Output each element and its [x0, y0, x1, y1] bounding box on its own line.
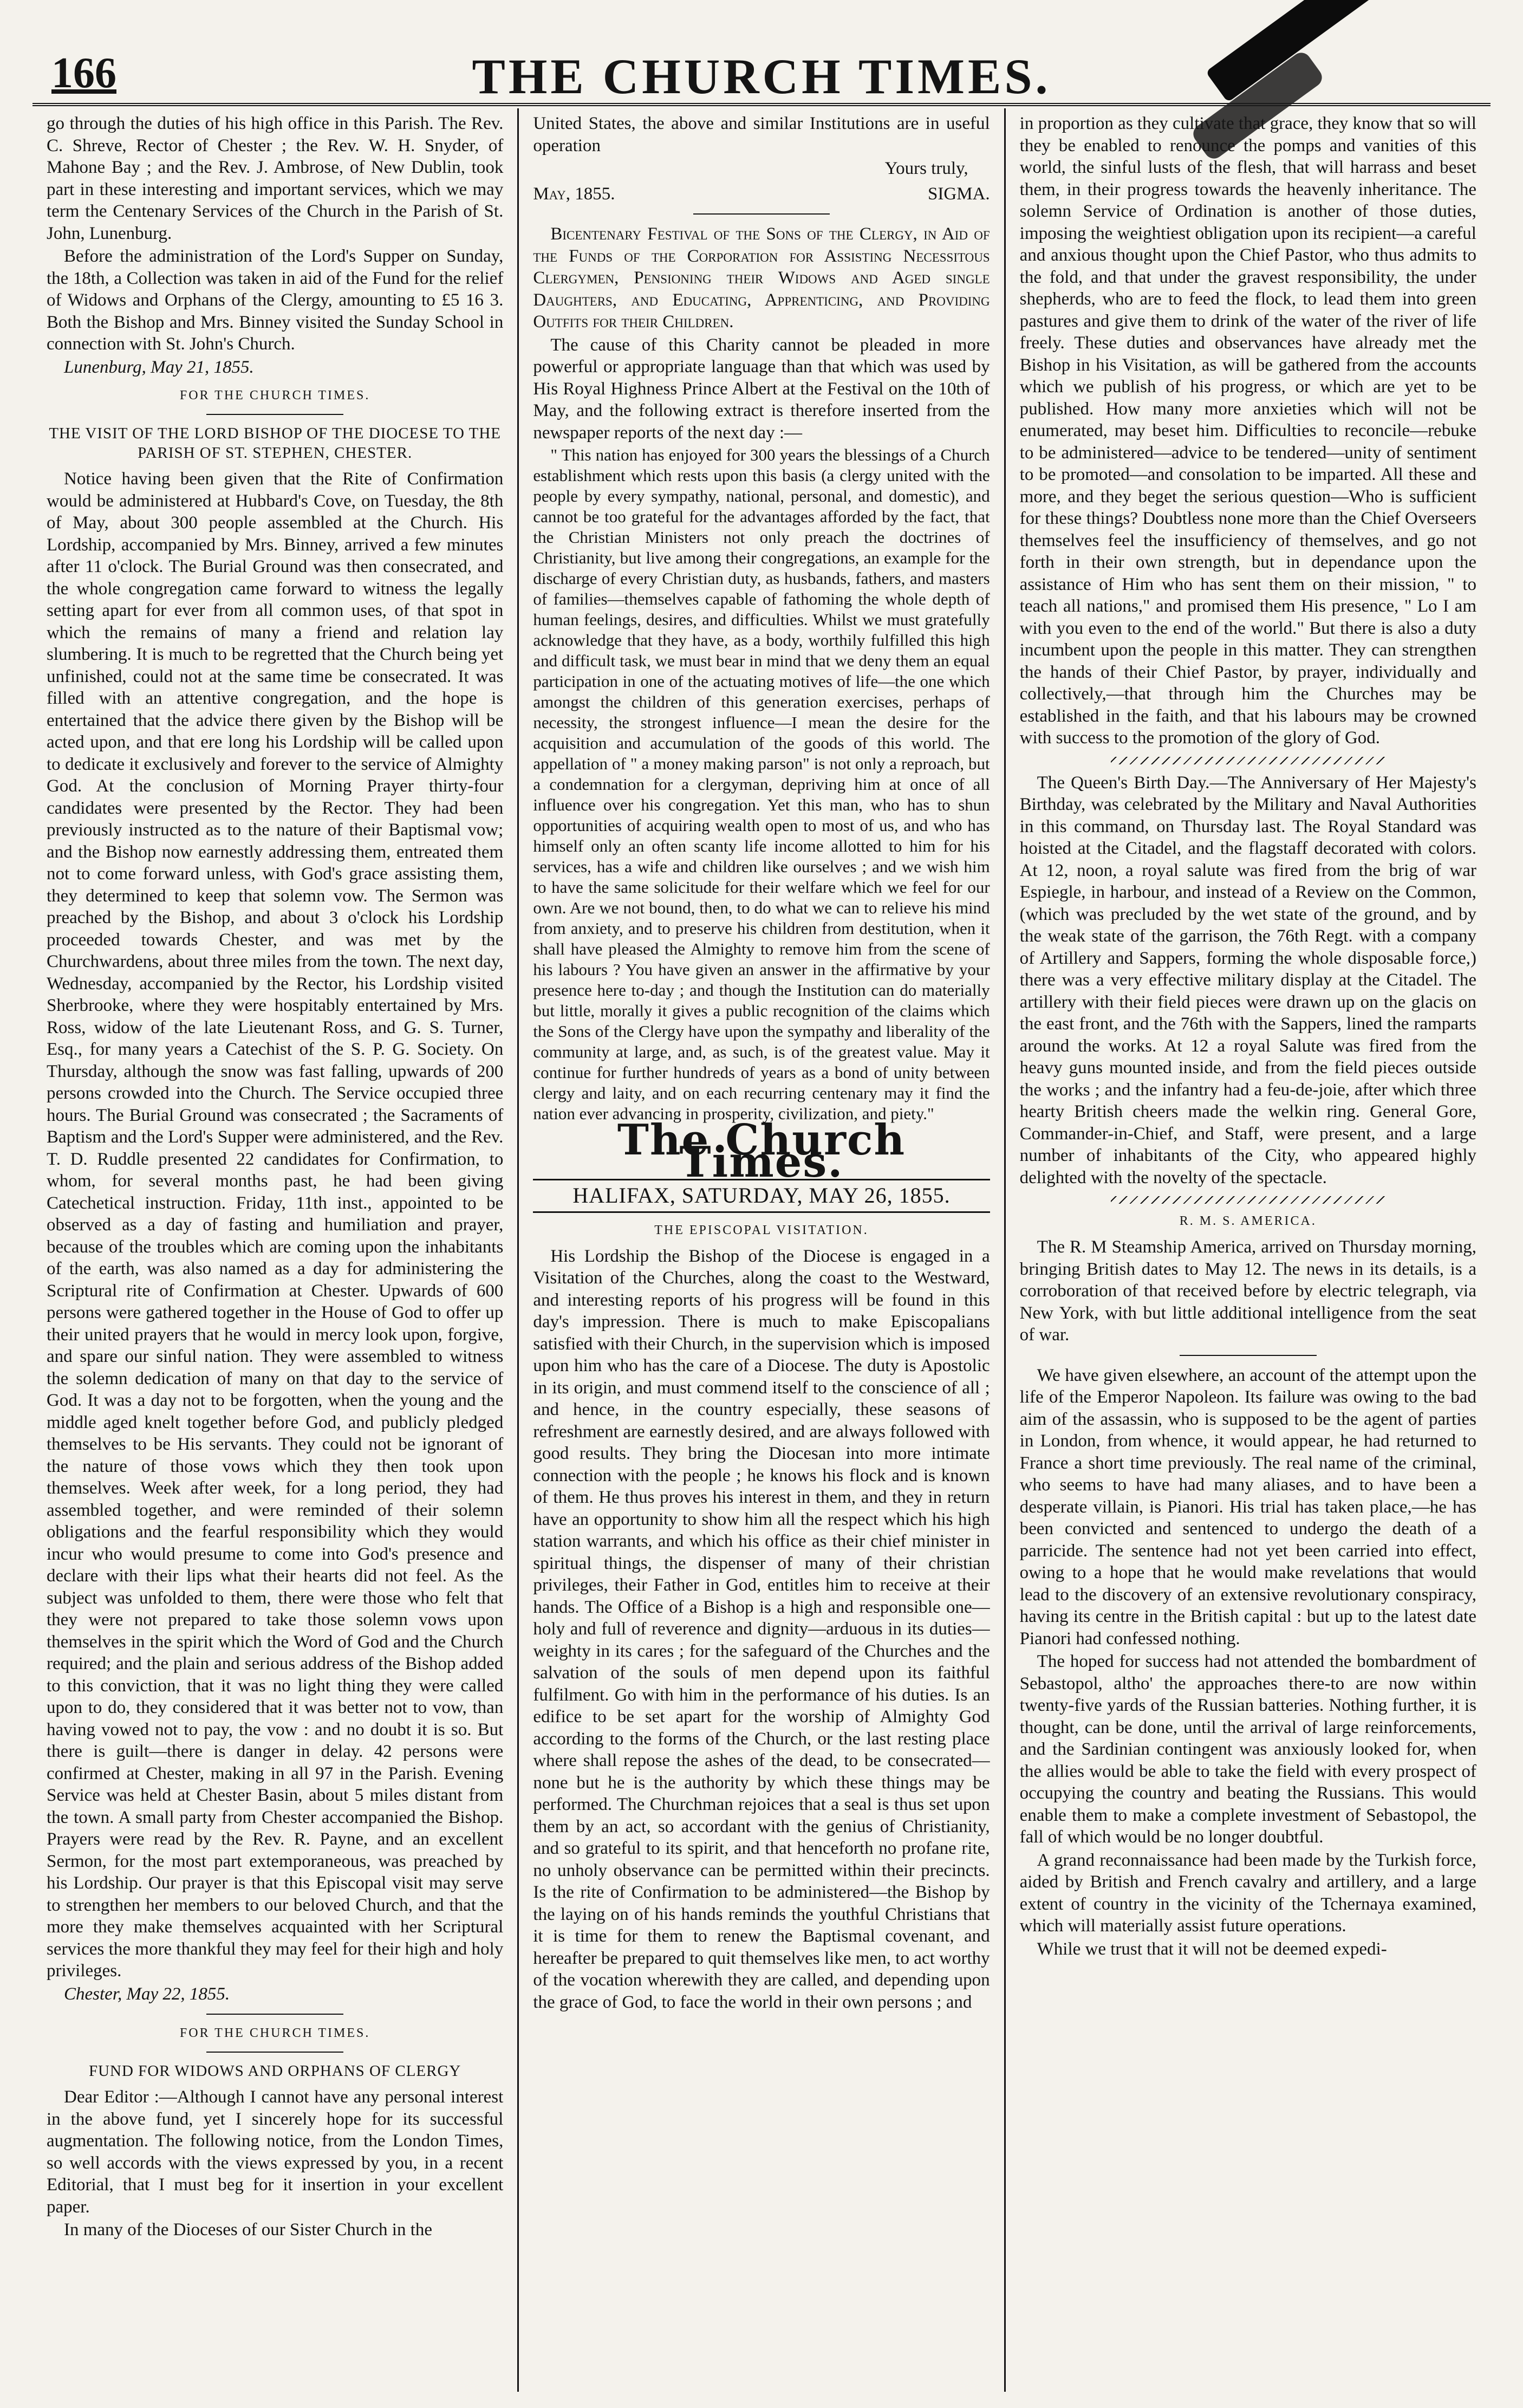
paper-title: THE CHURCH TIMES. — [472, 49, 1051, 104]
quotation: " This nation has enjoyed for 300 years the blessings of a Church establishment which rests upon this basis (a clergy united with the people by every sympathy, national, personal, and domestic), and cannot be too grateful for the advantages afforded by the fact, that the Christian Ministers not only preach the doctrines of Christianity, but live among their congregations, an example for the discharge of every Christian duty, as husbands, fathers, and masters of families—themselves capable of fathoming the whole depth of human feelings, desires, and difficulties. Whilst we must gratefully acknowledge that they have, as a body, worthily fulfilled this high and difficult task, we must bear in mind that we deny them an equal participation in one of the actuating motives of life—the one which amongst the children of this generation exercises, perhaps of necessity, the strongest influence—I mean the desire for the acquisition and accumulation of the goods of this world. The appellation of " a money making parson" is not only a reproach, but a condemnation for a clergyman, depriving him at once of all influence over his congregation. Yet this man, who has to shun opportunities of acquiring wealth open to most of us, and who has himself only an often scanty life income allotted to him for his services, has a wife and children like ourselves ; and we wish him to have the same solicitude for their welfare which we feel for our own. Are we not bound, then, to do what we can to relieve his mind from anxiety, and to preserve his children from destitution, when it shall have pleased the Almighty to remove him from the scene of his labours ? You have given an answer in the affirmative by your presence here to-day ; and though the Institution can do materially but little, morally it gives a public recognition of the claims which the Sons of the Clergy have upon the sympathy and liberality of the community at large, and, as such, is of the greatest value. May it continue for further hundreds of years as a bond of unity between clergy and laity, and on each recurring centenary may it find the nation ever advancing in prosperity, civilization, and piety." — [533, 445, 990, 1123]
dateline: Chester, May 22, 1855. — [64, 1984, 230, 2004]
paragraph: While we trust that it will not be deemed expedi- — [1037, 1939, 1387, 1959]
paragraph: Notice having been given that the Rite of Confirmation would be administered at Hubbard's Cove, on Tuesday, the 8th of May, about 300 people assembled at the Church. His Lordship, accompanied by Mrs. Binney, arrived a few minutes after 11 o'clock. The Burial Ground was then consecrated, and the whole congregation came forward to witness the legally setting apart for ever from all common uses, of that spot in which the remains of many a friend and relation lay slumbering. It is much to be regretted that the Church being yet unfinished, could not at the same time be consecrated. It was filled with an attentive congregation, and the hope is entertained that the advice there given by the Bishop will be acted upon, and that ere long his Lordship will be called upon to dedicate it exclusively and forever to the service of Almighty God. At the conclusion of Morning Prayer thirty-four candidates were presented by the Rector. They had been previously instructed as to the nature of their Baptismal vow; and the Bishop now earnestly addressing them, entreated them not to come forward unless, with God's grace assisting them, they determined to keep that solemn vow. The Sermon was preached by the Bishop, and about 3 o'clock his Lordship proceeded towards Chester, and was met by the Churchwardens, about three miles from the town. The next day, Wednesday, accompanied by the Rector, his Lordship visited Sherbrooke, where they were hospitably entertained by Mrs. Ross, widow of the late Lieutenant Ross, and G. S. Turner, Esq., for many years a Catechist of the S. P. G. Society. On Thursday, although the snow was fast falling, upwards of 200 persons crowded into the Church. The Service occupied three hours. The Burial Ground was consecrated ; the Sacraments of Baptism and the Lord's Supper were administered, and the Rev. T. D. Ruddle presented 22 candidates for Confirmation, to whom, for several months past, he had been giving Catechetical instruction. Friday, 11th inst., appointed to be observed as a day of fasting and humiliation and prayer, because of the troubles which are coming upon the inhabitants of the earth, was also named as a day for administering the Scriptural rite of Confirmation at Chester. Upwards of 600 persons were gathered together in the House of God to offer up their united prayers that he would in mercy look upon, forgive, and spare our sinful nation. They were assembled to witness the solemn dedication of many on that day to the service of God. It was a day not to be forgotten, when the young and the middle aged knelt together before God, and publicly pledged themselves to be His servants. They could not be ignorant of the nature of those vows which they then took upon themselves. Week after week, for a long period, they had assembled together, and were reminded of their solemn obligations and the fearful responsibility which they would incur who would presume to come into God's presence and declare with their lips what their hearts did not feel. As the subject was unfolded to them, there were those who felt that they were not prepared to take those solemn vows upon themselves in the spirit which the Word of God and the Church required; and the plain and serious address of the Bishop added to this conviction, that it was no light thing they were called upon to do, they considered that it was better not to vow, than having vowed not to pay, the vow : and no doubt it is so. But there is guilt—there is danger in delay. 42 persons were confirmed at Chester, making in all 97 in the Parish. Evening Service was held at Chester Basin, about 5 miles distant from the town. A small party from Chester accompanied the Bishop. Prayers were read by the Rev. R. Payne, and an excellent Sermon, for the most part extemporaneous, was preached by his Lordship. Our prayer is that this Episcopal visit may serve to strengthen her members to our beloved Church, and that the more they make themselves acquainted with her Scriptural services the more thankful they may feel for their high and holy privileges. — [47, 469, 504, 1981]
article-heading: FUND FOR WIDOWS AND ORPHANS OF CLERGY — [88, 2062, 461, 2080]
masthead — [32, 22, 1491, 106]
signature-name: SIGMA. — [928, 184, 990, 204]
paragraph: The cause of this Charity cannot be pleaded in more powerful or appropriate language than that which was used by His Royal Highness Prince Albert at the Festival on the 10th of May, and the following extract is therefore inserted from the newspaper reports of the next day :— — [533, 335, 990, 443]
divider — [1180, 1355, 1317, 1356]
paragraph: In many of the Dioceses of our Sister Church in the — [64, 2220, 433, 2240]
section-title: The Church Times. — [617, 1115, 906, 1187]
section-credit: FOR THE CHURCH TIMES. — [179, 2026, 370, 2040]
ornamental-divider — [1111, 757, 1385, 764]
paragraph: in proportion as they cultivate that grace, they know that so will they be enabled to renounce the pomps and vanities of this world, the sinful lusts of the flesh, that will harrass and beset them, in their progress towards the heavenly inheritance. The solemn Service of Ordination is another of those duties, imposing the weightiest obligation upon its recipient—a careful and anxious thought upon the Chief Pastor, who thus admits to the fold, and that under the gravest responsibility, the under shepherds, who are to feed the flock, to lead them into green pastures and give them to drink of the water of the river of life freely. These duties and observances have already met the Bishop in his Visitation, as will be gathered from the accounts which we publish of his progress, or which are yet to be published. How many more anxieties which will not be enumerated, may beset him. Difficulties to reconcile—rebuke to be administered—advice to be tendered—unity of sentiment to be promoted—and consolation to be imparted. All these and more, and they beget the serious question—Who is sufficient for these things? Doubtless none more than the Chief Overseers themselves feel the insufficiency of themselves, and go not forth in their own strength, but in dependance upon the assistance of Him who has sent them on their mission, " to teach all nations," and promised them His presence, " Lo I am with you even to the end of the world." But there is also a duty incumbent upon the people in this matter. They can strengthen the hands of their Chief Pastor, by prayer, individually and collectively,—that through him the Churches may be established in the faith, and that his labours may be crowned with success to the promotion of the glory of God. — [1019, 114, 1476, 748]
paragraph: Before the administration of the Lord's Supper on Sunday, the 18th, a Collection was taken in aid of the Fund for the relief of Widows and Orphans of the Clergy, amounting to £5 16 3. Both the Bishop and Mrs. Binney visited the Sunday School in connection with St. John's Church. — [47, 246, 504, 354]
section-credit: FOR THE CHURCH TIMES. — [179, 388, 370, 403]
article-columns — [32, 108, 1491, 2392]
dateline: Lunenburg, May 21, 1855. — [64, 357, 254, 377]
paragraph: Dear Editor :—Although I cannot have any personal interest in the above fund, yet I sincerely hope for its successful augmentation. The following notice, from the London Times, so well accords with the views expressed by you, in a recent Editorial, that I must beg for it insertion in your excellent paper. — [47, 2087, 504, 2217]
page-number: 166 — [51, 49, 116, 97]
signature-date: May, 1855. — [533, 184, 615, 204]
paragraph: United States, the above and similar Institutions are in useful operation — [533, 114, 990, 155]
issue-date: HALIFAX, SATURDAY, MAY 26, 1855. — [533, 1179, 990, 1213]
paragraph: The R. M Steamship America, arrived on Thursday morning, bringing British dates to May 12. The news in its details, is a corroboration of that received before by electric telegraph, via New York, with but little additional intelligence from the seat of war. — [1019, 1237, 1476, 1345]
article-heading: R. M. S. AMERICA. — [1179, 1214, 1317, 1228]
column-3 — [1004, 108, 1491, 2392]
column-1 — [32, 108, 517, 2392]
divider — [206, 414, 343, 415]
divider — [693, 213, 830, 215]
closing: Yours truly, — [884, 159, 968, 178]
divider — [206, 2052, 343, 2053]
paragraph: His Lordship the Bishop of the Diocese is engaged in a Visitation of the Churches, along the coast to the Westward, and interesting reports of his progress will be found in this day's impression. There is much to make Episcopalians satisfied with their Church, in the supervision which is imposed upon him who has the care of a Diocese. The duty is Apostolic in its origin, and must commend itself to the conscience of all ; and hence, in the country especially, these seasons of refreshment are earnestly desired, and are always followed with good results. They bring the Diocesan into more intimate connection with the people ; he knows his flock and is known of them. He thus proves his interest in them, and they in return have an opportunity to show him all the respect which his high station warrants, and which his office as their chief minister in spiritual things, the dispenser of many of their christian privileges, their Father in God, entitles him to receive at their hands. The Office of a Bishop is a high and responsible one—holy and full of reverence and dignity—arduous in its duties—weighty in its cares ; for the safeguard of the Churches and the salvation of the souls of men depend upon its faithful fulfilment. Go with him in the performance of his duties. Is an edifice to be set apart for the worship of Almighty God according to the forms of the Church, or the last resting place where shall repose the ashes of the dead, to be consecrated—none but he is the authority by which these things may be performed. The Churchman rejoices that a seal is thus set upon them by an act, so accordant with the genius of Christianity, and so grateful to its spirit, and that henceforth no profane rite, no unholy observance can be permitted within their precincts. Is the rite of Confirmation to be administered—the Bishop by the laying on of his hands reminds the youthful Christians that it is time for them to renew the Baptismal covenant, and hereafter be prepared to quit themselves like men, to act worthy of the vocation wherewith they are called, and depending upon the grace of God, to face the world in their own persons ; and — [533, 1246, 990, 2012]
column-2 — [517, 108, 1004, 2392]
article-heading: THE VISIT OF THE LORD BISHOP OF THE DIOCESE TO THE PARISH OF ST. STEPHEN, CHESTER. — [49, 425, 501, 462]
divider — [206, 2014, 343, 2015]
ornamental-divider — [1111, 1196, 1385, 1204]
signature-line — [533, 183, 990, 205]
paragraph: A grand reconnaissance had been made by the Turkish force, aided by British and French cavalry and artillery, and a large extent of country in the vicinity of the Tchernaya examined, which will materially assist future operations. — [1019, 1850, 1476, 1936]
paragraph: The Queen's Birth Day.—The Anniversary of Her Majesty's Birthday, was celebrated by the Military and Naval Authorities in this command, on Thursday last. The Royal Standard was hoisted at the Citadel, and the flagstaff decorated with colors. At 12, noon, a royal salute was fired from the brig of war Espiegle, in harbour, and instead of a Review on the Common, (which was precluded by the wet state of the ground, and by the weak state of the garrison, the 76th Regt. with a company of Artillery and Sappers, forming the whole disposable force,) there was a very effective military display at the Citadel. The artillery with their field pieces were drawn up on the glacis on the east front, and the 76th with the Sappers, lined the ramparts around the works. At 12 a royal Salute was fired from the heavy guns mounted inside, and from the field pieces outside the works ; and the infantry had a feu-de-joie, after which three hearty British cheers made the welkin ring. General Gore, Commander-in-Chief, and Staff, were present, and a large number of inhabitants of the City, who appeared highly delighted with the novelty of the spectacle. — [1019, 773, 1476, 1187]
article-heading: THE EPISCOPAL VISITATION. — [654, 1223, 869, 1237]
paragraph: go through the duties of his high office in this Parish. The Rev. C. Shreve, Rector of Chester ; the Rev. W. H. Snyder, of Mahone Bay ; and the Rev. J. Ambrose, of New Dublin, took part in these interesting and important services, which we may term the Centenary Services of the Church in the Parish of St. John, Lunenburg. — [47, 114, 504, 243]
paragraph: We have given elsewhere, an account of the attempt upon the life of the Emperor Napoleon. Its failure was owing to the bad aim of the assassin, who is supposed to be the agent of parties in London, from whence, it would appear, he had returned to France a short time previously. The real name of the criminal, who seems to have had many aliases, and to have been a desperate villain, is Pianori. His trial has taken place,—he has been convicted and sentenced to undergo the death of a parricide. The sentence had not yet been carried into effect, owing to a hope that he would make revelations that would lead to the discovery of an extensive revolutionary conspiracy, having its centre in the British capital : but up to the latest date Pianori had confessed nothing. — [1019, 1365, 1476, 1648]
paragraph: Bicentenary Festival of the Sons of the Clergy, in Aid of the Funds of the Corporation for Assisting Necessitous Clergymen, Pensioning their Widows and Aged single Daughters, and Educating, Apprenticing, and Providing Outfits for their Children. — [533, 224, 990, 332]
paragraph: The hoped for success had not attended the bombardment of Sebastopol, altho' the approaches there-to are now within twenty-five yards of the Russian batteries. Nothing further, it is thought, can be done, until the arrival of large reinforcements, and the Sardinian contingent was anxiously looked for, when the allies would be able to take the field with every prospect of occupying the country and beating the Russians. This would enable them to make a complete investment of Sebastopol, the fall of which would be no longer doubtful. — [1019, 1652, 1476, 1847]
